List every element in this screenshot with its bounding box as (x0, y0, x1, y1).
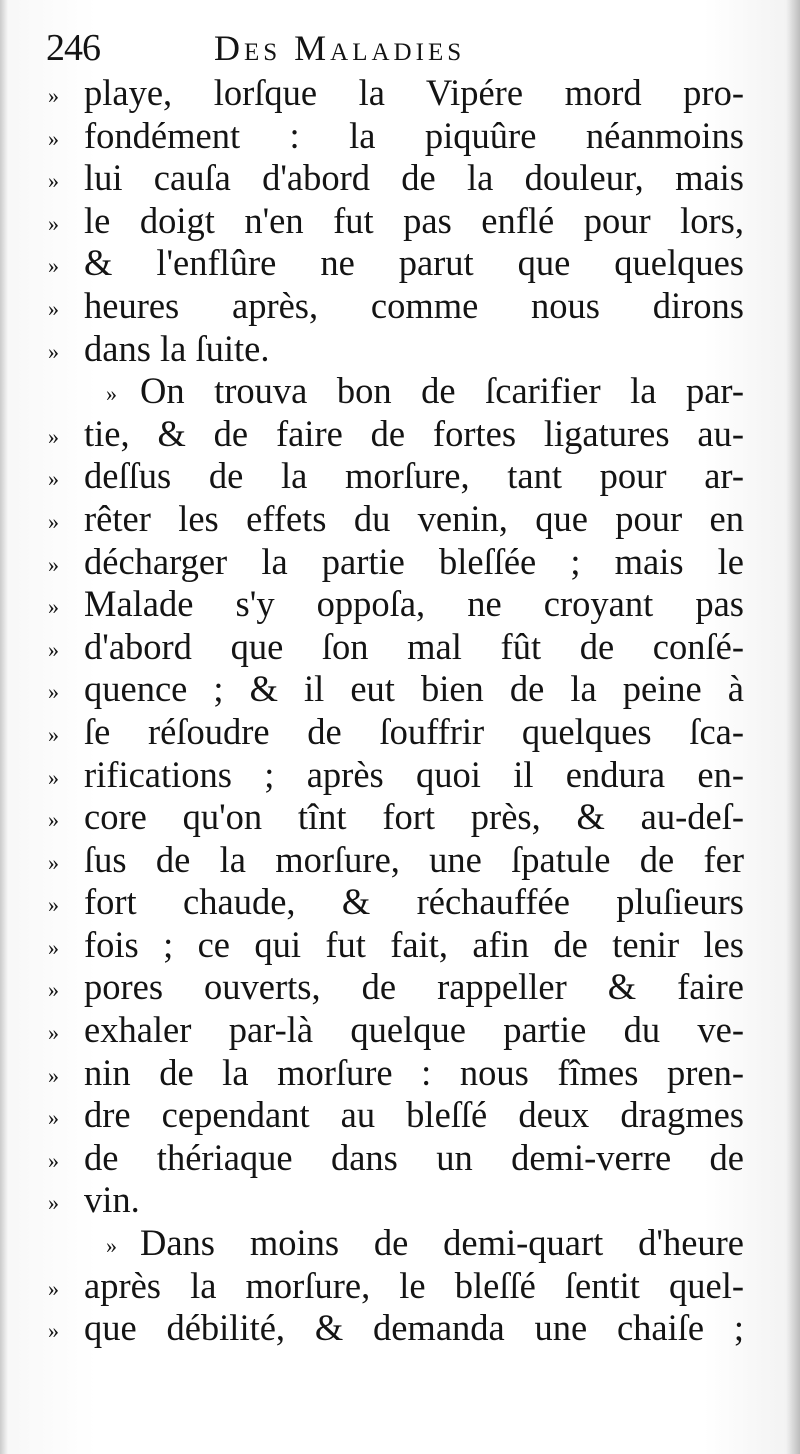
quote-mark: » (48, 679, 59, 705)
line-text: rêter les effets du venin, que pour en (84, 497, 744, 539)
quote-mark: » (48, 125, 59, 151)
line-text: rifications ; après quoi il endura en- (84, 753, 744, 795)
text-line (48, 1307, 744, 1350)
line-text: Dans moins de demi-quart d'heure (140, 1222, 744, 1264)
line-text: Malade s'y oppoſa, ne croyant pas (84, 583, 744, 625)
running-title: Des Maladies (214, 28, 466, 68)
text-line (48, 839, 744, 882)
text-line (48, 328, 744, 371)
page-edge-shadow (786, 0, 800, 1454)
page-number: 246 (46, 27, 100, 69)
text-line (48, 1094, 744, 1137)
quote-mark: » (106, 381, 117, 407)
quote-mark: » (48, 1020, 59, 1046)
quote-mark: » (48, 168, 59, 194)
quote-mark: » (48, 295, 59, 321)
line-text: le doigt n'en fut pas enflé pour lors, (84, 199, 744, 241)
text-line (48, 455, 744, 498)
line-text: dre cependant au bleſſé deux dragmes (84, 1094, 744, 1136)
quote-mark: » (48, 551, 59, 577)
line-text: lui cauſa d'abord de la douleur, mais (84, 157, 744, 199)
text-line (48, 1179, 744, 1222)
text-line (48, 711, 744, 754)
text-line (48, 498, 744, 541)
text-line (48, 115, 744, 158)
line-text: deſſus de la morſure, tant pour ar- (84, 455, 744, 497)
quote-mark: » (48, 849, 59, 875)
text-line (48, 72, 744, 115)
quote-mark: » (48, 977, 59, 1003)
text-line (48, 754, 744, 797)
line-text: pores ouverts, de rappeller & faire (84, 966, 744, 1008)
quote-mark: » (48, 1147, 59, 1173)
text-line (48, 285, 744, 328)
line-text: ſe réſoudre de ſouffrir quelques ſca- (84, 710, 744, 752)
text-line (48, 200, 744, 243)
line-text: vin. (84, 1179, 140, 1221)
quote-mark: » (48, 508, 59, 534)
text-line (48, 242, 744, 285)
text-line (48, 924, 744, 967)
quote-mark: » (48, 83, 59, 108)
text-line (48, 541, 744, 584)
text-line (48, 1137, 744, 1180)
line-text: heures après, comme nous dirons (84, 284, 744, 326)
quote-mark: » (48, 807, 59, 833)
line-text: fondément : la piquûre néanmoins (84, 114, 744, 156)
line-text: décharger la partie bleſſée ; mais le (84, 540, 744, 582)
page-gutter-shadow (0, 0, 8, 1454)
line-text: On trouva bon de ſcarifier la par- (140, 370, 744, 412)
line-text: après la morſure, le bleſſé ſentit quel- (84, 1264, 744, 1306)
text-line (48, 1009, 744, 1052)
text-line (48, 370, 744, 413)
quote-mark: » (48, 721, 59, 747)
line-text: tie, & de faire de fortes ligatures au- (84, 412, 744, 454)
quote-mark: » (48, 253, 59, 279)
quote-mark: » (48, 466, 59, 492)
quote-mark: » (48, 892, 59, 918)
quote-mark: » (48, 338, 59, 364)
line-text: core qu'on tînt fort près, & au-deſ- (84, 796, 744, 838)
line-text: & l'enflûre ne parut que quelques (84, 242, 744, 284)
text-line (48, 881, 744, 924)
text-line (48, 157, 744, 200)
quote-mark: » (106, 1233, 117, 1259)
text-line (48, 1265, 744, 1308)
quote-mark: » (48, 423, 59, 449)
line-text: d'abord que ſon mal fût de conſé- (84, 625, 744, 667)
line-text: de thériaque dans un demi-verre de (84, 1136, 744, 1178)
quote-mark: » (48, 934, 59, 960)
text-line (48, 796, 744, 839)
line-text: nin de la morſure : nous fîmes pren- (84, 1051, 744, 1093)
text-line (48, 626, 744, 669)
line-text: ſus de la morſure, une ſpatule de fer (84, 838, 744, 880)
text-line (48, 668, 744, 711)
quote-mark: » (48, 210, 59, 236)
quote-mark: » (48, 1062, 59, 1088)
line-text: playe, lorſque la Vipére mord pro- (84, 72, 744, 113)
quote-mark: » (48, 1190, 59, 1216)
text-line (48, 583, 744, 626)
quote-mark: » (48, 1318, 59, 1344)
line-text: fort chaude, & réchauffée pluſieurs (84, 881, 744, 923)
quote-mark: » (48, 594, 59, 620)
line-text: dans la ſuite. (84, 327, 270, 369)
text-line (48, 1052, 744, 1095)
body-text (48, 72, 744, 1350)
line-text: exhaler par-là quelque partie du ve- (84, 1009, 744, 1051)
text-line (48, 966, 744, 1009)
running-header (46, 22, 746, 74)
line-text: que débilité, & demanda une chaiſe ; (84, 1307, 744, 1349)
quote-mark: » (48, 636, 59, 662)
text-line (48, 1222, 744, 1265)
quote-mark: » (48, 764, 59, 790)
line-text: quence ; & il eut bien de la peine à (84, 668, 744, 710)
line-text: fois ; ce qui fut fait, afin de tenir les (84, 923, 744, 965)
text-line (48, 413, 744, 456)
quote-mark: » (48, 1275, 59, 1301)
quote-mark: » (48, 1105, 59, 1131)
